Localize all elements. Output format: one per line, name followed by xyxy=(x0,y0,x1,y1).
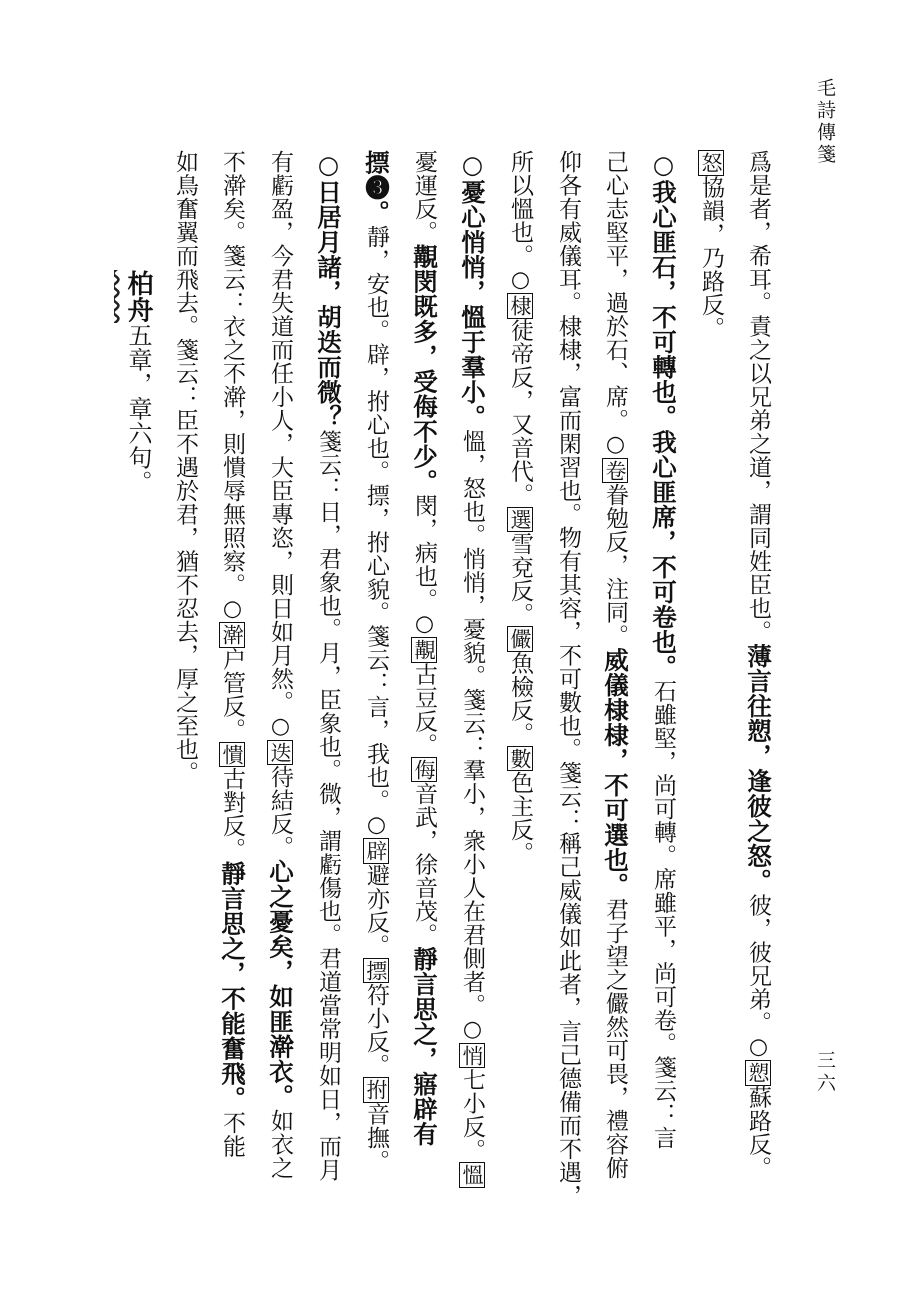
commentary-text: 慍，怒也。悄悄，憂貌。箋云：羣小，衆小人在君側者。 xyxy=(459,429,485,1017)
text-column xyxy=(639,150,687,1270)
verse-text: 威儀棣棣，不可選也。 xyxy=(601,647,630,898)
text-column xyxy=(687,150,734,1270)
boxed-character: 澣 xyxy=(220,624,244,646)
page-number: 三六 xyxy=(814,1050,836,1096)
commentary-text: 不能 xyxy=(219,1111,245,1158)
text-column xyxy=(161,150,208,1270)
boxed-character: 迭 xyxy=(268,741,292,763)
verse-text: 靜言思之，寤辟有 xyxy=(410,946,439,1147)
commentary-text: 音撫。 xyxy=(363,1102,389,1173)
text-column xyxy=(400,150,448,1270)
commentary-text: 箋云：日，君象也。月，臣象也。微，謂虧傷也。君道當常明如日，而月 xyxy=(315,429,341,1182)
circle-marker: ○ xyxy=(412,611,437,637)
commentary-text: 憂運反。 xyxy=(411,150,437,244)
commentary-text: 古豆反。 xyxy=(411,662,437,757)
boxed-character: 辟 xyxy=(364,840,388,862)
boxed-character: 摽 xyxy=(364,959,388,981)
boxed-character: 怒 xyxy=(699,152,723,174)
commentary-text: 閔，病也。 xyxy=(411,494,437,612)
circle-marker: ○ xyxy=(603,432,628,458)
commentary-text: 所以慍也。 xyxy=(507,150,533,268)
boxed-character: 拊 xyxy=(364,1079,388,1101)
boxed-character: 數 xyxy=(508,747,532,769)
commentary-text: 眷勉反，注同。 xyxy=(602,483,628,648)
commentary-text: 户管反。 xyxy=(219,647,245,742)
commentary-text: 彼，彼兄弟。 xyxy=(745,893,771,1035)
circle-marker: ○ xyxy=(220,596,245,622)
verse-text: 摽❸。 xyxy=(362,150,391,225)
commentary-text: 如鳥奮翼而飛去。箋云：臣不遇於君，猶不忍去，厚之至也。 xyxy=(172,150,198,785)
commentary-text: 徒帝反，又音代。 xyxy=(507,318,533,507)
verse-text: 薄言往愬，逢彼之怒。 xyxy=(744,643,773,894)
commentary-text: 七小反。 xyxy=(459,1068,485,1162)
boxed-character: 慍 xyxy=(460,1164,484,1186)
text-column xyxy=(544,150,591,1270)
circle-marker: ○ xyxy=(460,1017,485,1043)
verse-text: 靜言思之，不能奮飛。 xyxy=(218,861,247,1111)
boxed-character: 愬 xyxy=(746,1062,770,1084)
commentary-text: 如衣之 xyxy=(267,1109,293,1180)
running-header: 毛詩傳箋 xyxy=(814,78,836,166)
commentary-text: 魚檢反。 xyxy=(507,651,533,746)
commentary-text: 符小反。 xyxy=(363,983,389,1077)
commentary-text: 不澣矣。箋云：衣之不澣，則憒辱無照察。 xyxy=(219,150,245,597)
boxed-character: 卷 xyxy=(603,459,627,481)
commentary-text: 色主反。 xyxy=(507,771,533,865)
commentary-text: 爲是者，希耳。責之以兄弟之道，謂同姓臣也。 xyxy=(745,150,771,644)
verse-text: 覯閔既多，受侮不少。 xyxy=(410,244,439,494)
text-column xyxy=(496,150,544,1270)
stanza-count: 五章，章六句。 xyxy=(124,323,152,495)
text-column xyxy=(591,150,639,1270)
poem-title: 柏舟 xyxy=(123,270,153,323)
boxed-character: 侮 xyxy=(412,758,436,780)
circle-marker: ○ xyxy=(268,714,293,740)
text-column xyxy=(256,150,304,1270)
boxed-character: 棣 xyxy=(508,295,532,317)
commentary-text: 蘇路反。 xyxy=(745,1085,771,1180)
verse-text: ○我心匪石，不可轉也。我心匪席，不可卷也。 xyxy=(649,150,678,680)
commentary-text: 己心志堅平，過於石、席。 xyxy=(602,150,628,432)
commentary-text: 雪兗反。 xyxy=(507,532,533,626)
text-column xyxy=(734,150,782,1270)
text-column xyxy=(352,150,400,1270)
commentary-text: 協韻，乃路反。 xyxy=(698,175,724,340)
commentary-text: 仰各有威儀耳。棣棣，富而閑習也。物有其容，不可數也。箋云：稱己威儀如此者，言己德備而不遇， xyxy=(555,150,581,1208)
commentary-text: 古對反。 xyxy=(219,767,245,861)
boxed-character: 覯 xyxy=(412,639,436,661)
verse-text: 心之憂矣，如匪澣衣。 xyxy=(266,859,295,1109)
chapter-summary xyxy=(114,150,161,1270)
commentary-text: 有虧盈，今君失道而任小人，大臣專恣，則日如月然。 xyxy=(267,150,293,714)
commentary-text-block xyxy=(123,150,782,1270)
commentary-text: 待結反。 xyxy=(267,765,293,859)
circle-marker: ○ xyxy=(508,267,533,293)
boxed-character: 儼 xyxy=(508,628,532,650)
commentary-text: 石雖堅，尚可轉。席雖平，尚可卷。箋云：言 xyxy=(650,679,676,1150)
text-column xyxy=(304,150,352,1270)
commentary-text: 靜，安也。辟，拊心也。摽，拊心貌。箋云：言，我也。 xyxy=(363,225,389,813)
text-column xyxy=(448,150,496,1270)
boxed-character: 選 xyxy=(508,508,532,530)
commentary-text: 音武，徐音茂。 xyxy=(411,782,437,947)
commentary-text: 君子望之儼然可畏，禮容俯 xyxy=(602,897,628,1180)
boxed-character: 悄 xyxy=(460,1044,484,1066)
text-column xyxy=(208,150,256,1270)
circle-marker: ○ xyxy=(746,1034,771,1060)
verse-text: ○憂心悄悄，慍于羣小。 xyxy=(458,150,487,430)
verse-text: ○日居月諸，胡迭而微？ xyxy=(314,150,343,430)
boxed-character: 憒 xyxy=(220,743,244,765)
circle-marker: ○ xyxy=(364,812,389,838)
commentary-text: 避亦反。 xyxy=(363,863,389,958)
